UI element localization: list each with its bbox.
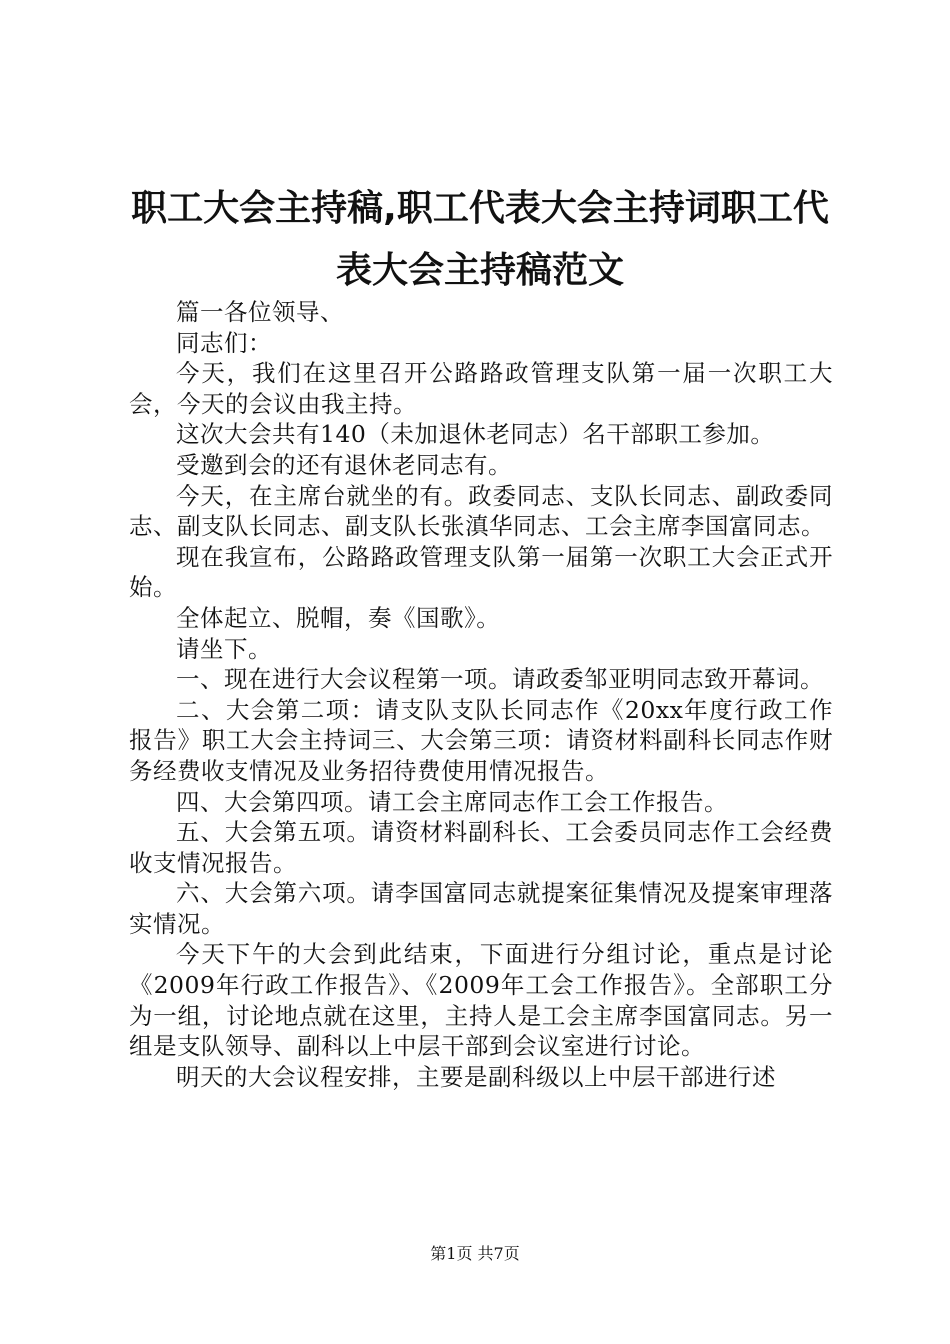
paragraph: 四、大会第四项。请工会主席同志作工会工作报告。 xyxy=(176,787,728,816)
paragraph: 全体起立、脱帽，奏《国歌》。 xyxy=(176,603,501,632)
paragraph: 现在我宣布，公路路政管理支队第一届第一次职工大会正式开始。 xyxy=(129,542,833,602)
paragraph: 五、大会第五项。请资材料副科长、工会委员同志作工会经费收支情况报告。 xyxy=(129,818,833,877)
paragraph: 受邀到会的还有退休老同志有。 xyxy=(176,450,512,479)
paragraph: 篇一各位领导、 xyxy=(176,298,344,326)
paragraph: 请坐下。 xyxy=(176,634,272,663)
title-line-1: 职工大会主持稿,职工代表大会主持词职工代 xyxy=(131,188,829,229)
document-title xyxy=(120,178,840,302)
paragraph: 二、大会第二项：请支队支队长同志作《20xx年度行政工作报告》职工大会主持词三、大会第三项：请资材料副科长同志作财务经费收支情况及业务招待费使用情况报告。 xyxy=(129,695,833,785)
document-body xyxy=(129,297,833,1092)
page-footer: 第1页 共7页 xyxy=(430,1244,520,1263)
paragraph: 一、现在进行大会议程第一项。请政委邹亚明同志致开幕词。 xyxy=(176,665,824,694)
paragraph: 今天，在主席台就坐的有。政委同志、支队长同志、副政委同志、副支队长同志、副支队长张滇华同志、工会主席李国富同志。 xyxy=(129,481,833,541)
paragraph: 今天，我们在这里召开公路路政管理支队第一届一次职工大会，今天的会议由我主持。 xyxy=(129,359,833,418)
title-line-2: 表大会主持稿范文 xyxy=(335,250,624,291)
paragraph: 今天下午的大会到此结束，下面进行分组讨论，重点是讨论《2009年行政工作报告》、《2009年工会工作报告》。全部职工分为一组，讨论地点就在这里，主持人是工会主席李国富同志。另一组是支队领导、副科以上中层干部到会议室进行讨论。 xyxy=(129,940,833,1061)
paragraph: 同志们： xyxy=(176,328,272,357)
paragraph: 这次大会共有140（未加退休老同志）名干部职工参加。 xyxy=(176,420,775,449)
paragraph: 明天的大会议程安排，主要是副科级以上中层干部进行述 xyxy=(176,1062,776,1091)
paragraph: 六、大会第六项。请李国富同志就提案征集情况及提案审理落实情况。 xyxy=(129,879,833,938)
